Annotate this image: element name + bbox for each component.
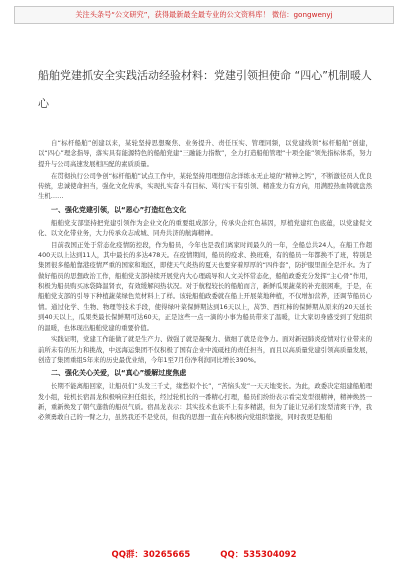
banner-text: 关注头条号“公文研究”，获得最新最全最专业的公文资料库！ 微信：gongwenyj — [75, 10, 333, 19]
body-paragraph: 目前我国正处于常态化疫情防控段，作为船员，今年也是我们离家时间最久的一年，全船总共24人，在船工作超400天以上达到11人，其中最长的多达478天。在疫情期间，船员的疫求、换班难，有的船员一年都换不了班，特别是集团很多船舶靠港疫情严重的国家和地区，即使天气炎热的夏天也要穿着厚厚的“四件套”，防护服里面全是汗水。为了做好船员的思想政治工作，船舶党支部持续开展党内大心理疏导和人文关怀常态化，船舶政委充分发挥“主心骨”作用，积极为船员购买冰袋降温肾衣，有效缓解闷热状况。对于航程较长的船舶而言，新鲜瓜果蔬菜的补充很困难，于是，在船舶党支部的引导下种植蔬菜绿色荒材料上了样。该轮船舶政委就在船上开展菜地种植，不仅增加营养，还调节船员心情。通过化学、生物、物理等技术手段，使得绿叶菜保鲜期达到16天以上，莴笋、西红柿的保鲜期从原来的20天延长到40天以上，瓜果类最长保鲜期可达60天，正是这些一点一滴的小事为船员带来了温暖，让大家切身感受到了党组织的温暖，也体现出船舶党建的重要价值。 — [38, 240, 372, 332]
footer-qq: QQ：535304092 — [220, 550, 297, 560]
document-body — [38, 138, 372, 424]
body-paragraph: 实践证明，党建工作能做了就是生产力、做强了就是凝聚力、做细了就是竞争力。面对新冠肺炎疫情对行业带来的前所未有的压力和挑战，中远海运集团不仅积极了国有企业中流砥柱的责任担当，而且以高质量党建引领高质量发展，创造了集团重组5年来的历史最优业绩，今年1至7月份净利润同比增长390%。 — [38, 335, 372, 365]
body-paragraph: 船舶党支部坚持把党建引领作为企业文化的重要组成部分，传承央企红色基因，厚植党建红色底蕴，以党建促文化、以文化带业务，大力传承众志成城、同舟共济的航海精神。 — [38, 218, 372, 237]
body-paragraph: 在贯彻执行公司争创“标杆船舶”试点工作中，某轮坚持用理想信念洋练永无止境的“精神之钙”，不断激径员人优良传统，忠诚使命担当，强化文化传承，实现扎实奋斗有目标、骂行实干有引领、精准发力有方向，用满腔热血铸就盘然生机…… — [38, 171, 372, 201]
section-heading: 二、强化关心关爱，以“真心”缓解过度焦虑 — [51, 369, 187, 378]
body-paragraph: 长期不能离船回家，让船员们“头发三千丈，缘愁似个长”，“苦恼头发”一天天地变长。为此，政委决定组建船舶理发小组，轮机长宿昌龙积极响应担任组长，经过轮机长的一番精心打理，船员们纷纷表示看完发型很精神，精神焕然一新，重新焕发了朝气蓬勃的船员气质。宿昌龙表示：其实技术也谈不上有多精湛，但为了能让兄弟们发型清爽干净，我必须勇敢自己的一臂之力，虽然我还不是党员，但我的思想一直在向积极向党组织靠拢，同时我更是船舶 — [38, 382, 372, 422]
footer — [0, 548, 408, 562]
footer-qq-group: QQ群：30265665 — [111, 550, 191, 560]
document-title: 船舶党建抓安全实践活动经验材料：党建引领担使命 “四心”机制暖人心 — [38, 69, 372, 110]
section-heading: 一、强化党建引领，以“恩心”打造红色文化 — [51, 205, 187, 214]
top-banner — [14, 6, 394, 24]
body-paragraph: 自“标杆船舶”创建以来，某轮坚持思想聚焦、业务提升、责任压实、管理同频，以党建线领“标杆船舶”创建，以“四心”理念指导，落实具有能源特色的船舶党建“三融能力指数”，全力打造船舶管理“十项全能”领先指标体系，努力提升与公司高速发展相匹配的素质质量。 — [38, 139, 372, 168]
